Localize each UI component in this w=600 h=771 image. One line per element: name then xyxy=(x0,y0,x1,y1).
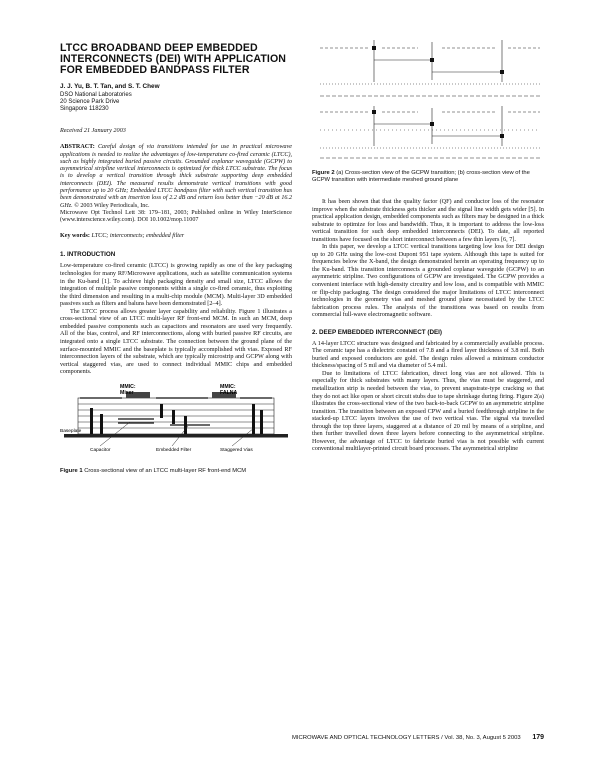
abstract xyxy=(60,144,292,210)
affiliation-line: DSO National Laboratories xyxy=(60,91,132,98)
page-number: 179 xyxy=(532,734,544,741)
via xyxy=(90,408,93,434)
affiliation xyxy=(60,92,292,114)
via xyxy=(172,410,175,424)
capacitor-label: Capacitor xyxy=(90,447,111,453)
staggered-vias-label: Staggered Vias xyxy=(220,447,253,453)
figure-1-caption-label: Figure 1 xyxy=(60,467,83,474)
via-pad xyxy=(372,110,376,114)
via-pad xyxy=(372,46,376,50)
via-pad xyxy=(430,122,434,126)
figure-2-caption-text: (a) Cross-section view of the GCPW transition; (b) cross-section view of the GCPW transition with intermediate meshed ground plane xyxy=(312,170,530,183)
via xyxy=(100,414,103,434)
figure-2-diagram xyxy=(312,36,544,166)
abstract-citation: Microwave Opt Technol Lett 38: 179–181, 2003; Published online in Wiley InterScience (www.interscience.wiley.com). DOI 10.1002/mop.11007 xyxy=(60,209,292,224)
via-pad xyxy=(500,70,504,74)
abstract-text: Careful design of via transitions intended for use in practical microwave applications is needed to realize the advantages of low-temperature co-fired ceramic (LTCC), such as highly integrated buried passive circuits. Grounded coplanar waveguide (GCPW) to asymmetrical stripline vertical interconnects is optimized for thick LTCC substrate. The focus is to develop a vertical transition through thick substrate supporting deep embedded interconnects (DEI). The measured results demonstrate vertical transitions with good performance up to 20 GHz; Embedded LTCC bandpass filter with such vertical transition has been demonstrated with an insertion loss of 2.2 dB and return loss better than −20 dB at 16.2 GHz. xyxy=(60,144,292,209)
paragraph: Due to limitations of LTCC fabrication, direct long vias are not allowed. This is especially for thick substrates with many layers. Thus, the vias must be staggered, and metallization strip is needed between the vias, to prevent snapstrate-type cracking so that they do not act like open or short circuit stubs due to tape shrinkage during firing. Figure 2(a) illustrates the cross-sectional view of the two back-to-back GCPW to an asymmetric stripline transition. The transition between an exposed CPW and a buried feedthrough stripline in the stacked-up LTCC layers involves the use of two vertical vias. The signal via travelled through the top three layers, staggered at a distance of 20 mil by means of a stripline, and then further travelled down three layers before connecting to the asymmetrical stripline. However, the advantage of LTCC to fabricate buried vias is not possible with current conventional multilayer-printed circuit board processes. The asymmetrical stripline xyxy=(312,369,544,453)
figure-1-diagram xyxy=(60,384,292,464)
left-column xyxy=(60,34,292,475)
figure-1-caption-text: Cross-sectional view of an LTCC multi-layer RF front-end MCM xyxy=(84,467,247,474)
right-column xyxy=(312,34,544,453)
figure-2-caption xyxy=(312,170,544,184)
baseplate-label: Baseplate xyxy=(60,428,82,434)
via-pad xyxy=(500,134,504,138)
embedded-filter-label: Embedded Filter xyxy=(156,447,192,453)
paragraph: In this paper, we develop a LTCC vertical transitions targeting low loss for DEI design up to 20 GHz using the low-cost Dupont 951 tape system. Although this tape is suited for frequencies below the X-band, the design demonstrated herein an operating frequency up to the Ku-band. This transition interconnects a grounded coplanar waveguide (GCPW) to an asymmetric stripline. Two configurations of GCPW are investigated. The GCPW provides a convenient interface with high-density circuitry and low loss, and is compatible with MMIC or flip-chip packaging. The design considered the major limitations of LTCC interconnect technologies in the geometry vias and meshed ground plane necessitated by the LTCC fabrication process rules. The analysis of the transitions was based on results from commercial full-wave electromagnetic software. xyxy=(312,243,544,319)
section-heading: 1. INTRODUCTION xyxy=(60,251,116,259)
keywords-label: Key words: xyxy=(60,233,90,240)
affiliation-line: Singapore 118230 xyxy=(60,106,109,113)
affiliation-line: 20 Science Park Drive xyxy=(60,98,120,105)
abstract-copyright: © 2003 Wiley Periodicals, Inc. xyxy=(74,202,150,209)
keywords xyxy=(60,233,292,239)
mmic-mixer-label: MMIC: xyxy=(120,383,136,390)
keywords-value: LTCC; interconnects; embedded filter xyxy=(91,233,185,240)
article-title: LTCC BROADBAND DEEP EMBEDDED INTERCONNECTS (DEI) WITH APPLICATION FOR EMBEDDED BANDPASS FILTER xyxy=(60,42,287,77)
via xyxy=(160,404,163,418)
via-pad xyxy=(430,58,434,62)
figure-2-caption-label: Figure 2 xyxy=(312,170,335,176)
journal-footer: MICROWAVE AND OPTICAL TECHNOLOGY LETTERS / Vol. 38, No. 3, August 5 2003 xyxy=(291,735,521,741)
figure-1-caption xyxy=(60,468,292,475)
baseplate-bar xyxy=(64,434,288,438)
via xyxy=(260,410,263,434)
mmic-falna-label-2: FALNA xyxy=(220,389,238,396)
paragraph: The LTCC process allows greater layer capability and reliability. Figure 1 illustrates a cross-sectional view of an LTCC multi-layer RF front-end MCM. In such an MCM, deep embedded passive components such as capacitors and resonators are used very frequently. All of the bias, control, and RF interconnections, along with buried passive RF circuits, are integrated onto a single LTCC substrate. The connection between the ground plane of the surface-mounted MMIC and the baseplate is typically accomplished with vias. Exposed RF interconnection layers of the substrate, which are typically microstrip and GCPW along with vertical staggered vias, are used to connect individual MMIC chips and embedded components. xyxy=(60,307,292,376)
paragraph: Low-temperature co-fired ceramic (LTCC) is growing rapidly as one of the key packaging technologies for many RF/Microwave applications, such as satellite communication systems in the Ku-band [1]. To achieve high packaging density and small size, LTCC allows the integration of multiple passive components within a single co-fired ceramic, thus exploiting the third dimension and resulting in a multi-chip module (MCM). Multi-layer 3D embedded passives such as filters and baluns have been demonstrated [2–4]. xyxy=(60,262,292,308)
paragraph: A 14-layer LTCC structure was designed and fabricated by a commercially available process. The ceramic tape has a dielectric constant of 7.8 and a fired layer thickness of 3.8 mil. Both buried and exposed conductors are gold. The design rules allowed a minimum conductor thickness/spacing of 5 mil and via diameter of 5.4 mil. xyxy=(312,339,544,370)
page-footer xyxy=(210,734,544,741)
mmic-falna-label: MMIC: xyxy=(220,383,236,390)
paragraph: It has been shown that that the quality factor (QF) and conductor loss of the resonator improve when the substrate thickness gets thicker and the signal line width gets wider [5]. In practical application design, embedded components such as filters may be designed in a thick substrate to optimize for loss and bandwidth. Thus, it is important to address the low-loss vertical transition for such deep embedded interconnects (DEI). To date, all reported transitions have focused on the short interconnect between a few thin layers [6, 7]. xyxy=(312,198,544,243)
mmic-mixer-label-2: Mixer xyxy=(120,389,134,396)
author-list: J. J. Yu, B. T. Tan, and S. T. Chew xyxy=(60,82,160,90)
abstract-label: ABSTRACT: xyxy=(60,144,95,151)
section-heading: 2. DEEP EMBEDDED INTERCONNECT (DEI) xyxy=(312,328,443,336)
received-date: Received 21 January 2003 xyxy=(60,127,126,135)
